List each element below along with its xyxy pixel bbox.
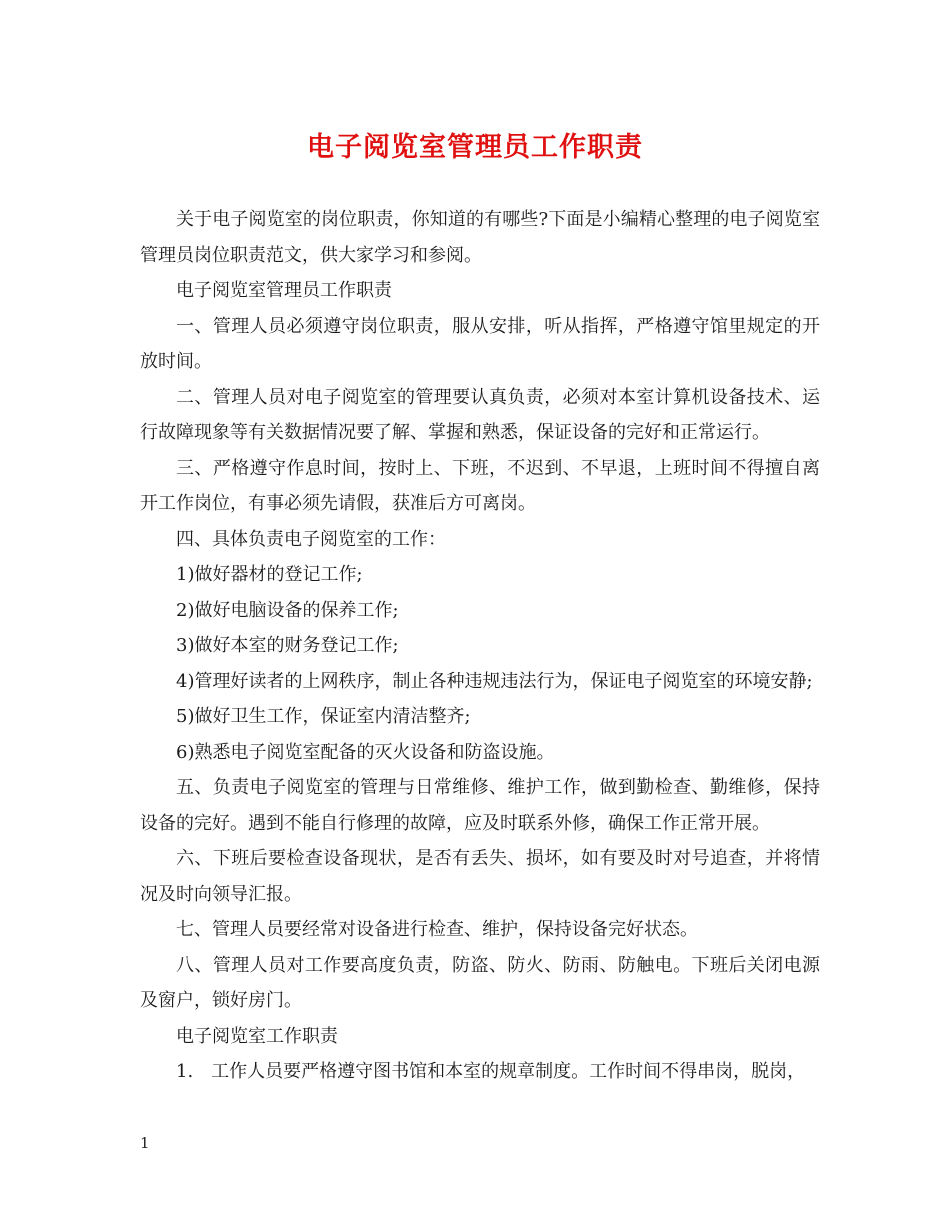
- section-heading-2: 电子阅览室工作职责: [176, 1025, 338, 1047]
- document-body: [140, 202, 820, 1090]
- paragraph-item-4: 四、具体负责电子阅览室的工作：: [176, 528, 446, 550]
- paragraph-item-3: 三、严格遵守作息时间，按时上、下班，不迟到、不早退，上班时间不得擅自离开工作岗位，有事必须先请假，获准后方可离岗。: [140, 457, 820, 514]
- sub-item-3: 3)做好本室的财务登记工作;: [176, 635, 399, 656]
- document-title: 电子阅览室管理员工作职责: [307, 132, 643, 163]
- sub-item-5: 5)做好卫生工作，保证室内清洁整齐;: [176, 706, 471, 727]
- sub-item-6: 6)熟悉电子阅览室配备的灭火设备和防盗设施。: [176, 741, 555, 763]
- sub-item-1: 1)做好器材的登记工作;: [176, 564, 363, 585]
- paragraph-item-1: 一、管理人员必须遵守岗位职责，服从安排，听从指挥，严格遵守馆里规定的开放时间。: [140, 315, 820, 372]
- sub-item-2: 2)做好电脑设备的保养工作;: [176, 599, 399, 621]
- page-number: 1: [140, 1134, 150, 1152]
- paragraph-item-8: 八、管理人员对工作要高度负责，防盗、防火、防雨、防触电。下班后关闭电源及窗户，锁好房门。: [140, 954, 820, 1011]
- paragraph-item-6: 六、下班后要检查设备现状，是否有丢失、损坏，如有要及时对号追查，并将情况及时向领导汇报。: [140, 848, 820, 905]
- paragraph-item-2: 二、管理人员对电子阅览室的管理要认真负责，必须对本室计算机设备技术、运行故障现象等有关数据情况要了解、掌握和熟悉，保证设备的完好和正常运行。: [140, 386, 820, 443]
- paragraph-rule-1: 1. 工作人员要严格遵守图书馆和本室的规章制度。工作时间不得串岗，脱岗，: [176, 1061, 806, 1082]
- paragraph-item-7: 七、管理人员要经常对设备进行检查、维护，保持设备完好状态。: [176, 919, 698, 940]
- section-heading-1: 电子阅览室管理员工作职责: [176, 280, 392, 301]
- sub-item-4: 4)管理好读者的上网秩序，制止各种违规违法行为，保证电子阅览室的环境安静;: [176, 670, 813, 692]
- paragraph-intro: 关于电子阅览室的岗位职责，你知道的有哪些?下面是小编精心整理的电子阅览室管理员岗位职责范文，供大家学习和参阅。: [140, 209, 820, 266]
- paragraph-item-5: 五、负责电子阅览室的管理与日常维修、维护工作，做到勤检查、勤维修，保持设备的完好。遇到不能自行修理的故障，应及时联系外修，确保工作正常开展。: [140, 777, 820, 834]
